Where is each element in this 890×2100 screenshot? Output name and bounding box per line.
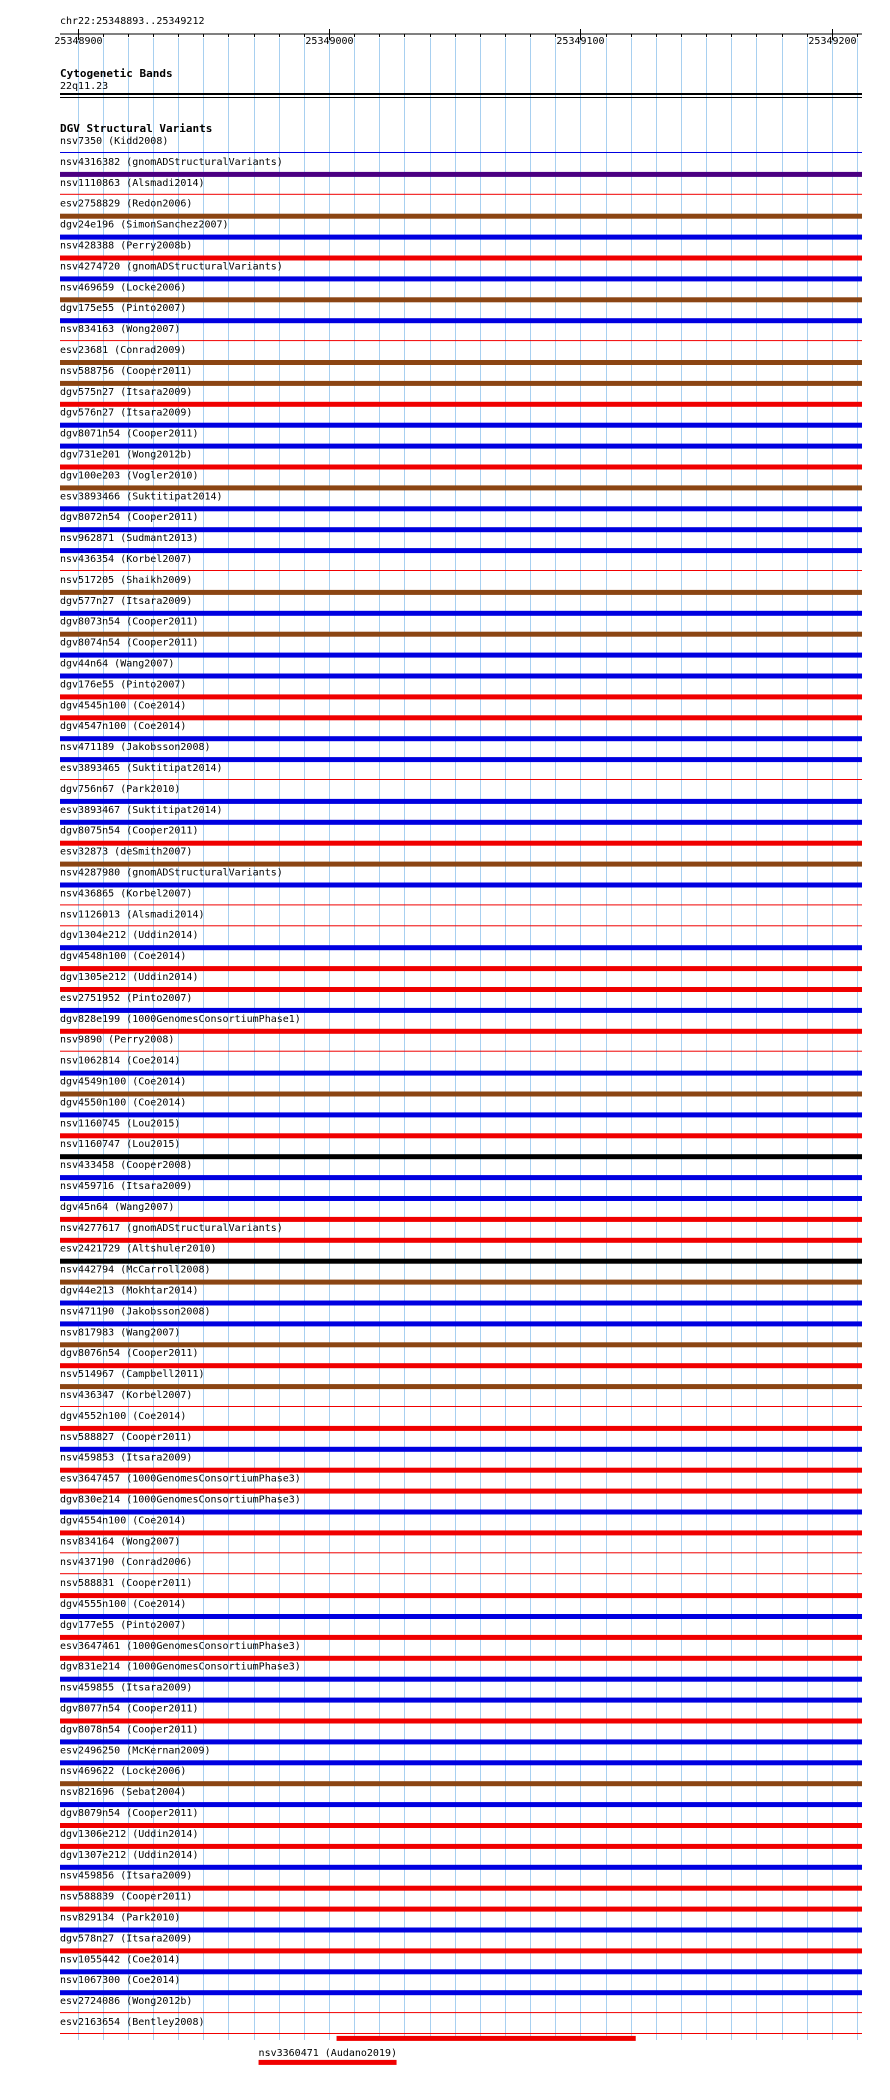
dgv-feature[interactable] [60,1745,862,1765]
dgv-feature[interactable] [60,1348,862,1368]
feature-bar [60,1907,862,1912]
dgv-feature[interactable] [60,157,862,177]
feature-label: nsv436865 (Korbel2007) [60,888,193,900]
dgv-feature[interactable] [60,1286,862,1306]
feature-bar [60,152,862,153]
cytoband-track-title: Cytogenetic Bands [60,67,173,80]
feature-bar [60,485,862,490]
feature-bar [60,1238,862,1243]
feature-bar [60,381,862,386]
feature-label: nsv588839 (Cooper2011) [60,1891,193,1903]
dgv-feature[interactable] [60,1620,862,1640]
feature-label: nsv442794 (McCarroll2008) [60,1264,211,1276]
feature-bar [60,527,862,532]
dgv-feature[interactable] [60,1327,862,1347]
feature-label: nsv9890 (Perry2008) [60,1034,175,1046]
dgv-feature[interactable] [60,1913,862,1933]
dgv-feature[interactable] [60,638,862,658]
feature-bar [60,423,862,428]
feature-label: nsv428388 (Perry2008b) [60,240,193,252]
feature-label: esv2758829 (Redon2006) [60,198,193,210]
feature-label: dgv830e214 (1000GenomesConsortiumPhase3) [60,1494,301,1506]
feature-bar [60,1468,862,1473]
dgv-feature[interactable] [60,387,862,407]
dgv-feature[interactable] [60,1244,862,1264]
feature-bar [60,318,862,323]
feature-bar [60,966,862,971]
dgv-feature[interactable] [60,1996,862,2013]
feature-label: esv2724086 (Wong2012b) [60,1996,193,2008]
feature-label: nsv4274720 (gnomADStructuralVariants) [60,261,283,273]
dgv-feature[interactable] [60,1933,862,1953]
feature-label: dgv8071n54 (Cooper2011) [60,428,199,440]
feature-label: nsv4277617 (gnomADStructuralVariants) [60,1222,283,1234]
feature-label: nsv821696 (Sebat2004) [60,1787,187,1799]
feature-bar [60,1426,862,1431]
dgv-feature[interactable] [60,1077,862,1097]
dgv-feature[interactable] [60,700,862,720]
feature-bar [60,862,862,867]
feature-label: dgv1306e212 (Uddin2014) [60,1828,199,1840]
feature-bar [60,506,862,511]
feature-bar [60,779,862,780]
dgv-feature[interactable] [60,429,862,449]
feature-bar [60,2012,862,2013]
dgv-feature[interactable] [60,241,862,261]
dgv-feature[interactable] [60,282,862,302]
feature-label: dgv1305e212 (Uddin2014) [60,972,199,983]
feature-bar [60,1865,862,1870]
dgv-feature[interactable] [60,763,862,780]
feature-bar [60,1573,862,1574]
dgv-feature[interactable] [60,324,862,341]
feature-label: nsv459716 (Itsara2009) [60,1181,193,1192]
feature-label: nsv3360471 (Audano2019) [258,2047,398,2059]
feature-bar [60,799,862,804]
feature-label: dgv8073n54 (Cooper2011) [60,616,199,628]
dgv-feature[interactable] [60,554,862,571]
dgv-feature[interactable] [60,1495,862,1515]
feature-label: nsv4287980 (gnomADStructuralVariants) [60,867,283,879]
dgv-feature[interactable] [60,868,862,888]
feature-bar [60,1614,862,1619]
feature-bar [60,402,862,407]
dgv-feature-list [60,136,862,2065]
feature-bar [60,590,862,595]
feature-label: nsv1055442 (Coe2014) [60,1954,181,1966]
feature-label: nsv514967 (Campbell2011) [60,1369,205,1381]
dgv-feature[interactable] [60,1306,862,1326]
feature-label: dgv731e201 (Wong2012b) [60,449,193,461]
feature-label: nsv829134 (Park2010) [60,1912,181,1924]
feature-label: esv32873 (deSmith2007) [60,846,193,858]
dgv-feature[interactable] [60,512,862,532]
feature-label: nsv7350 (Kidd2008) [60,136,169,147]
feature-label: nsv433458 (Cooper2008) [60,1160,193,1172]
feature-bar [60,1760,862,1765]
dgv-feature[interactable] [60,1515,862,1535]
feature-label: dgv4547n100 (Coe2014) [60,721,187,733]
feature-bar [60,444,862,449]
feature-label: dgv24e196 (SimonSanchez2007) [60,219,229,231]
dgv-feature[interactable] [60,1411,862,1431]
feature-label: dgv828e199 (1000GenomesConsortiumPhase1) [60,1013,301,1025]
feature-bar [60,1928,862,1933]
feature-bar [60,1823,862,1828]
feature-label: nsv588831 (Cooper2011) [60,1578,193,1590]
dgv-feature[interactable] [60,659,862,679]
dgv-feature[interactable] [60,345,862,365]
dgv-track-title: DGV Structural Variants [60,122,213,135]
feature-bar [60,757,862,762]
feature-bar [60,1280,862,1285]
feature-bar [60,340,862,341]
feature-bar [60,1802,862,1807]
feature-label: dgv1307e212 (Uddin2014) [60,1849,199,1861]
ruler-tick-label: 25348900 [54,36,103,47]
dgv-feature[interactable] [60,1599,862,1619]
dgv-feature[interactable] [60,1954,862,1974]
dgv-feature[interactable] [60,679,862,699]
feature-bar [60,1781,862,1786]
feature-bar [60,360,862,365]
feature-label: esv3647457 (1000GenomesConsortiumPhase3) [60,1473,301,1485]
feature-bar [60,1071,862,1076]
feature-bar [60,632,862,637]
dgv-feature[interactable] [60,1787,862,1807]
dgv-feature[interactable] [60,1892,862,1912]
feature-label: esv3893467 (Suktitipat2014) [60,804,223,816]
dgv-feature[interactable] [60,366,862,386]
dgv-feature[interactable] [60,847,862,867]
dgv-feature[interactable] [60,1139,862,1159]
feature-bar [60,1051,862,1052]
feature-bar [60,1321,862,1326]
feature-bar [60,465,862,470]
feature-bar [60,1196,862,1201]
dgv-feature[interactable] [60,1014,862,1034]
feature-bar [60,1342,862,1347]
feature-label: nsv834164 (Wong2007) [60,1536,181,1548]
feature-label: esv2163654 (Bentley2008) [60,2017,205,2028]
feature-label: dgv8076n54 (Cooper2011) [60,1348,199,1360]
dgv-feature[interactable] [60,303,862,323]
feature-bar [60,276,862,281]
feature-bar [60,1029,862,1034]
feature-bar [60,1719,862,1724]
feature-label: dgv4552n100 (Coe2014) [60,1410,187,1422]
feature-bar [60,1552,862,1553]
dgv-feature[interactable] [60,1097,862,1117]
feature-label: dgv45n64 (Wang2007) [60,1201,175,1213]
feature-label: dgv175e55 (Pinto2007) [60,303,187,315]
feature-label: dgv831e214 (1000GenomesConsortiumPhase3) [60,1661,301,1673]
feature-bar [60,1677,862,1682]
cytoband-bar[interactable] [60,93,862,95]
feature-label: nsv1067300 (Coe2014) [60,1975,181,1987]
feature-bar [60,1259,862,1264]
feature-bar [60,1635,862,1640]
feature-bar [60,1886,862,1891]
feature-label: dgv8079n54 (Cooper2011) [60,1808,199,1819]
feature-label: dgv4555n100 (Coe2014) [60,1599,187,1610]
dgv-feature[interactable] [60,1578,862,1598]
feature-label: dgv4548n100 (Coe2014) [60,951,187,963]
feature-bar [60,904,862,905]
feature-label: dgv575n27 (Itsara2009) [60,386,193,398]
feature-label: esv2751952 (Pinto2007) [60,992,193,1004]
feature-bar [60,570,862,571]
ruler-tick-label: 25349000 [305,36,354,47]
feature-bar [60,256,862,261]
dgv-feature[interactable] [60,533,862,553]
dgv-feature[interactable] [60,1536,862,1553]
dgv-feature[interactable] [60,1641,862,1661]
feature-bar [60,172,862,177]
dgv-feature[interactable] [60,617,862,637]
feature-bar [60,653,862,658]
dgv-feature[interactable] [259,2036,636,2065]
dgv-feature[interactable] [60,408,862,428]
dgv-feature[interactable] [60,1265,862,1285]
feature-bar [60,1112,862,1117]
feature-label: nsv1062814 (Coe2014) [60,1055,181,1067]
feature-label: dgv177e55 (Pinto2007) [60,1619,187,1631]
dgv-feature[interactable] [60,1683,862,1703]
dgv-feature[interactable] [60,888,862,905]
feature-label: nsv588756 (Cooper2011) [60,365,193,377]
dgv-feature[interactable] [60,136,862,153]
feature-label: dgv577n27 (Itsara2009) [60,595,193,607]
feature-bar [60,1990,862,1995]
dgv-feature[interactable] [60,491,862,511]
feature-label: dgv4549n100 (Coe2014) [60,1076,187,1088]
feature-bar [60,883,862,888]
feature-bar [60,1406,862,1407]
feature-bar [337,2036,636,2041]
feature-bar [60,235,862,240]
dgv-feature[interactable] [60,261,862,281]
feature-label: dgv576n27 (Itsara2009) [60,407,193,419]
dgv-feature[interactable] [60,1390,862,1407]
feature-bar [60,1154,862,1159]
dgv-feature[interactable] [60,1704,862,1724]
feature-bar [60,1739,862,1744]
feature-label: nsv471190 (Jakobsson2008) [60,1306,211,1318]
feature-label: nsv459855 (Itsara2009) [60,1682,193,1694]
feature-label: nsv817983 (Wang2007) [60,1327,181,1339]
dgv-feature[interactable] [60,1035,862,1052]
feature-bar [60,548,862,553]
dgv-feature[interactable] [60,930,862,950]
feature-bar [60,1844,862,1849]
feature-label: dgv4554n100 (Coe2014) [60,1515,187,1527]
feature-label: nsv471189 (Jakobsson2008) [60,742,211,754]
dgv-feature[interactable] [60,1871,862,1891]
dgv-feature[interactable] [60,1056,862,1076]
cytoband-label: 22q11.23 [60,81,109,92]
feature-bar [60,1530,862,1535]
feature-label: nsv834163 (Wong2007) [60,324,181,336]
feature-label: dgv4545n100 (Coe2014) [60,700,187,712]
feature-label: nsv4316382 (gnomADStructuralVariants) [60,156,283,168]
dgv-feature[interactable] [60,596,862,616]
dgv-feature[interactable] [60,178,862,195]
feature-bar [60,1489,862,1494]
feature-bar [60,925,862,926]
feature-bar [60,1447,862,1452]
feature-bar [60,1698,862,1703]
feature-label-underbar [259,2060,397,2065]
feature-bar [60,611,862,616]
feature-label: nsv962871 (Sudmant2013) [60,533,199,545]
dgv-feature[interactable] [60,1975,862,1995]
dgv-feature[interactable] [60,1202,862,1222]
dgv-feature[interactable] [60,450,862,470]
dgv-feature[interactable] [60,909,862,926]
dgv-feature[interactable] [60,1474,862,1494]
dgv-feature[interactable] [60,1662,862,1682]
feature-bar [60,1969,862,1974]
dgv-feature[interactable] [60,951,862,971]
dgv-feature[interactable] [60,826,862,846]
feature-label: dgv176e55 (Pinto2007) [60,679,187,691]
feature-bar [60,1301,862,1306]
feature-bar [60,1948,862,1953]
dgv-feature[interactable] [60,1453,862,1473]
feature-label: nsv517205 (Shaikh2009) [60,574,193,586]
feature-bar [60,945,862,950]
dgv-feature[interactable] [60,1369,862,1389]
feature-bar [60,1133,862,1138]
dgv-feature[interactable] [60,2017,862,2034]
feature-label: nsv437190 (Conrad2006) [60,1557,193,1569]
feature-label: dgv44e213 (Mokhtar2014) [60,1285,199,1297]
feature-bar [60,1175,862,1180]
feature-bar [60,987,862,992]
feature-label: dgv100e203 (Vogler2010) [60,470,199,482]
feature-bar [60,1217,862,1222]
feature-label: esv2496250 (McKernan2009) [60,1745,211,1757]
dgv-feature[interactable] [60,575,862,595]
feature-label: dgv756n67 (Park2010) [60,783,181,795]
cytoband-bar-outline [60,97,862,98]
dgv-feature[interactable] [60,1160,862,1180]
feature-label: nsv469622 (Locke2006) [60,1766,187,1778]
dgv-feature[interactable] [60,1223,862,1243]
dgv-feature[interactable] [60,993,862,1013]
feature-label: dgv1304e212 (Uddin2014) [60,930,199,942]
feature-label: nsv1160747 (Lou2015) [60,1139,181,1151]
feature-label: nsv436347 (Korbel2007) [60,1390,193,1401]
feature-label: nsv1126013 (Alsmadi2014) [60,909,205,921]
feature-bar [60,820,862,825]
feature-bar [60,297,862,302]
feature-label: nsv459856 (Itsara2009) [60,1870,193,1882]
feature-label: dgv8077n54 (Cooper2011) [60,1703,199,1715]
feature-label: nsv469659 (Locke2006) [60,282,187,294]
feature-bar [60,736,862,741]
dgv-feature[interactable] [60,1557,862,1574]
dgv-feature[interactable] [60,1829,862,1849]
feature-label: dgv578n27 (Itsara2009) [60,1933,193,1945]
feature-label: esv3893465 (Suktitipat2014) [60,763,223,774]
dgv-feature[interactable] [60,1118,862,1138]
feature-bar [60,194,862,195]
feature-bar [60,1363,862,1368]
feature-bar [60,1656,862,1661]
feature-bar [60,1384,862,1389]
dgv-feature[interactable] [60,470,862,490]
dgv-feature[interactable] [60,1432,862,1452]
feature-label: nsv1110863 (Alsmadi2014) [60,177,205,189]
feature-label: dgv4550n100 (Coe2014) [60,1097,187,1109]
dgv-feature[interactable] [60,220,862,240]
dgv-feature[interactable] [60,784,862,804]
dgv-feature[interactable] [60,1808,862,1828]
feature-label: nsv588827 (Cooper2011) [60,1431,193,1443]
feature-bar [60,715,862,720]
feature-label: dgv8078n54 (Cooper2011) [60,1724,199,1736]
dgv-feature[interactable] [60,1766,862,1786]
feature-bar [60,1510,862,1515]
dgv-feature[interactable] [60,1181,862,1201]
feature-label: dgv8075n54 (Cooper2011) [60,825,199,837]
feature-label: nsv459853 (Itsara2009) [60,1452,193,1464]
dgv-feature[interactable] [60,721,862,741]
dgv-feature[interactable] [60,805,862,825]
feature-bar [60,841,862,846]
feature-label: esv3647461 (1000GenomesConsortiumPhase3) [60,1640,301,1652]
feature-bar [60,694,862,699]
feature-label: dgv8072n54 (Cooper2011) [60,512,199,524]
dgv-feature[interactable] [60,1724,862,1744]
feature-label: esv3893466 (Suktitipat2014) [60,491,223,503]
feature-label: nsv1160745 (Lou2015) [60,1118,181,1130]
ruler-tick-label: 25349100 [556,36,605,47]
dgv-feature[interactable] [60,742,862,762]
feature-bar [60,1008,862,1013]
dgv-feature[interactable] [60,972,862,992]
feature-label: dgv8074n54 (Cooper2011) [60,637,199,649]
feature-bar [60,674,862,679]
dgv-feature[interactable] [60,199,862,219]
region-coordinates: chr22:25348893..25349212 [60,16,205,27]
feature-bar [60,214,862,219]
feature-label: nsv436354 (Korbel2007) [60,554,193,565]
feature-bar [60,2033,862,2034]
position-ruler[interactable] [54,29,862,47]
feature-label: esv2421729 (Altshuler2010) [60,1243,217,1255]
feature-bar [60,1593,862,1598]
feature-label: dgv44n64 (Wang2007) [60,658,175,670]
feature-label: esv23681 (Conrad2009) [60,345,187,356]
ruler-tick-label: 25349200 [808,36,857,47]
dgv-feature[interactable] [60,1850,862,1870]
feature-bar [60,1092,862,1097]
